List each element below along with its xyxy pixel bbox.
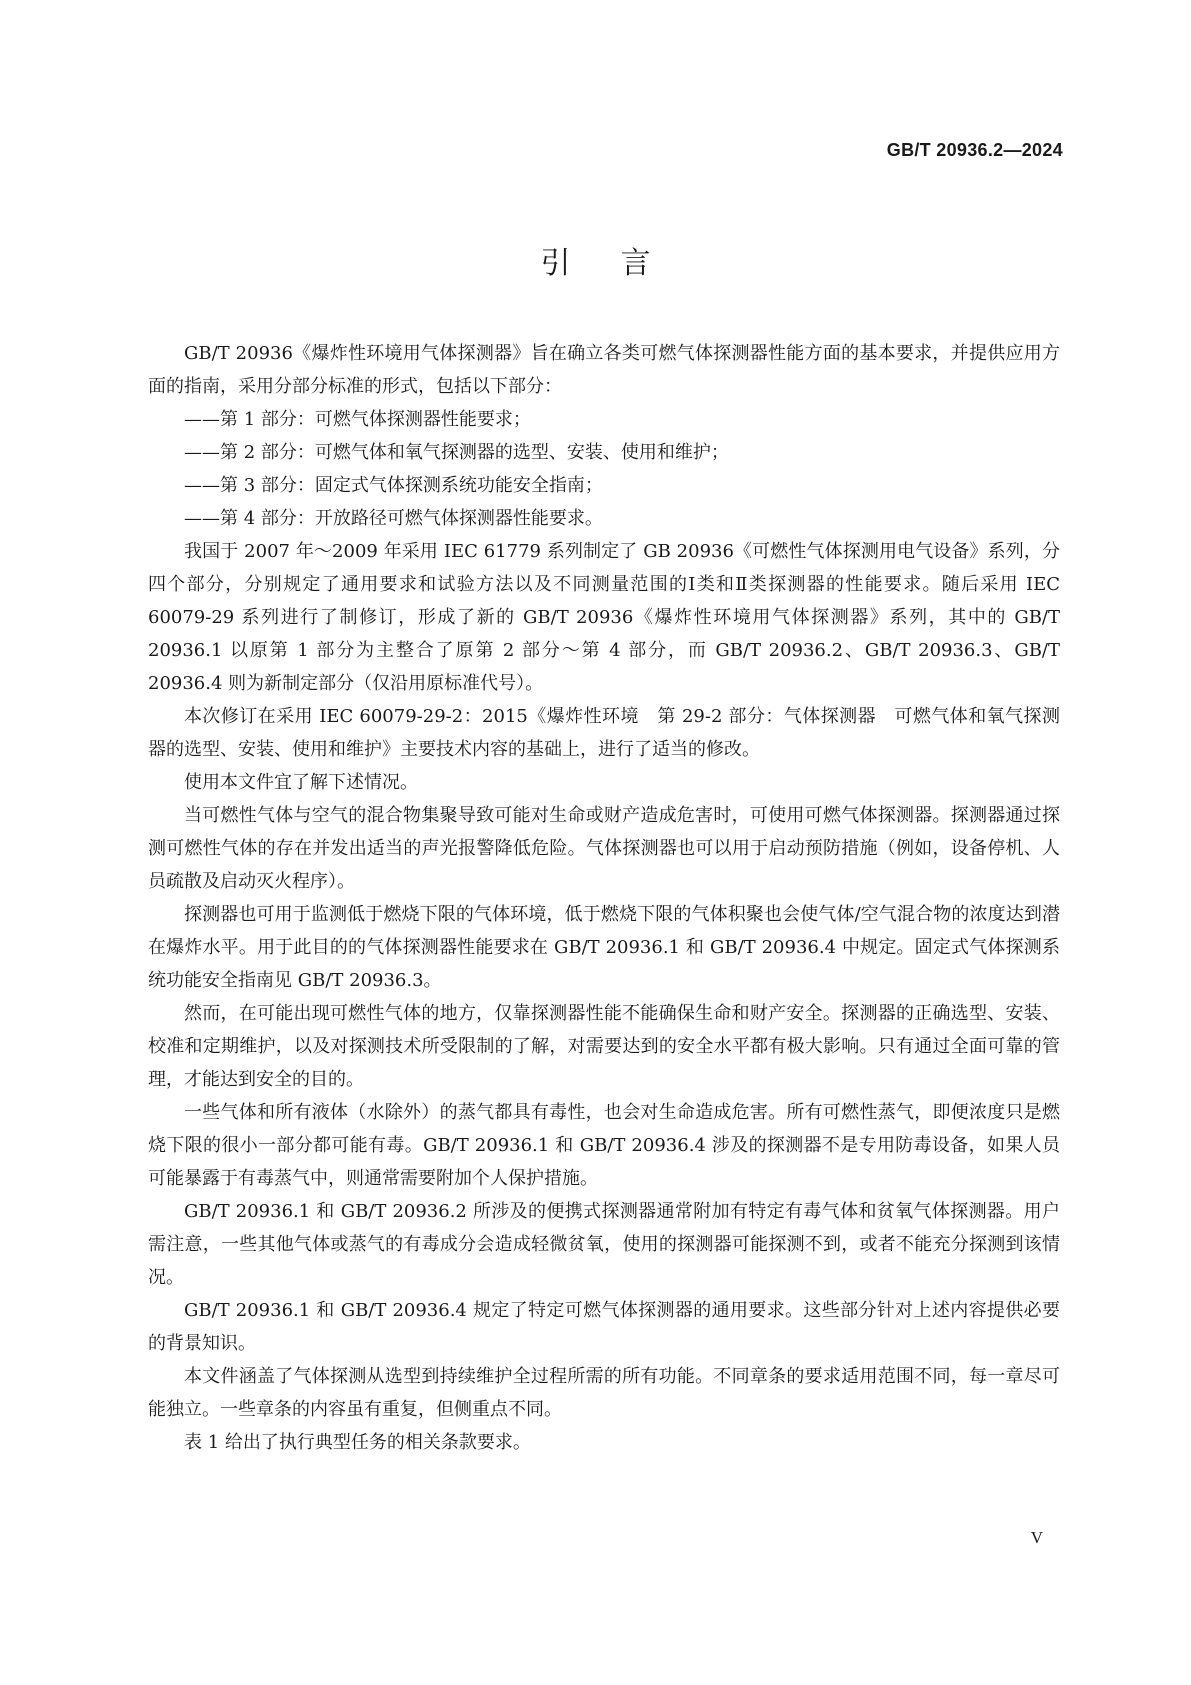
- body-text: [148, 337, 1060, 1459]
- list-item-part-1: ——第 1 部分：可燃气体探测器性能要求；: [184, 409, 531, 430]
- paragraph-history: 我国于 2007 年～2009 年采用 IEC 61779 系列制定了 GB 20936《可燃性气体探测用电气设备》系列，分四个部分，分别规定了通用要求和试验方法以及不同测量范围的Ⅰ类和Ⅱ类探测器的性能要求。随后采用 IEC 60079-29 系列进行了制修订，形成了新的 GB/T 20936《爆炸性环境用气体探测器》系列，其中的 GB/T 20936.1 以原第 1 部分为主整合了原第 2 部分～第 4 部分，而 GB/T 20936.2、GB/T 20936.3、GB/T 20936.4 则为新制定部分（仅沿用原标准代号）。: [148, 541, 1060, 694]
- paragraph-hazard: 当可燃性气体与空气的混合物集聚导致可能对生命或财产造成危害时，可使用可燃气体探测器。探测器通过探测可燃性气体的存在并发出适当的声光报警降低危险。气体探测器也可以用于启动预防措施（例如，设备停机、人员疏散及启动灭火程序）。: [148, 805, 1060, 892]
- list-item-part-2: ——第 2 部分：可燃气体和氧气探测器的选型、安装、使用和维护；: [184, 442, 729, 463]
- paragraph-toxicity: 一些气体和所有液体（水除外）的蒸气都具有毒性，也会对生命造成危害。所有可燃性蒸气，即便浓度只是燃烧下限的很小一部分都可能有毒。GB/T 20936.1 和 GB/T 20936.4 涉及的探测器不是专用防毒设备，如果人员可能暴露于有毒蒸气中，则通常需要附加个人保护措施。: [148, 1102, 1060, 1189]
- page-number: V: [1030, 1528, 1043, 1547]
- paragraph-table-ref: 表 1 给出了执行典型任务的相关条款要求。: [184, 1432, 531, 1453]
- paragraph-scope: 本文件涵盖了气体探测从选型到持续维护全过程所需的所有功能。不同章条的要求适用范围不同，每一章尽可能独立。一些章条的内容虽有重复，但侧重点不同。: [148, 1366, 1060, 1420]
- paragraph-revision: 本次修订在采用 IEC 60079-29-2：2015《爆炸性环境 第 29-2 部分：气体探测器 可燃气体和氧气探测器的选型、安装、使用和维护》主要技术内容的基础上，进行了适当的修改。: [148, 706, 1060, 760]
- paragraph-usage-note: 使用本文件宜了解下述情况。: [184, 772, 418, 793]
- paragraph-safety: 然而，在可能出现可燃性气体的地方，仅靠探测器性能不能确保生命和财产安全。探测器的正确选型、安装、校准和定期维护，以及对探测技术所受限制的了解，对需要达到的安全水平都有极大影响。只有通过全面可靠的管理，才能达到安全的目的。: [148, 1003, 1060, 1090]
- paragraph-portable: GB/T 20936.1 和 GB/T 20936.2 所涉及的便携式探测器通常附加有特定有毒气体和贫氧气体探测器。用户需注意，一些其他气体或蒸气的有毒成分会造成轻微贫氧，使用的探测器可能探测不到，或者不能充分探测到该情况。: [148, 1201, 1060, 1288]
- list-item-part-3: ——第 3 部分：固定式气体探测系统功能安全指南；: [184, 475, 603, 496]
- paragraph-monitoring: 探测器也可用于监测低于燃烧下限的气体环境，低于燃烧下限的气体积聚也会使气体/空气混合物的浓度达到潜在爆炸水平。用于此目的的气体探测器性能要求在 GB/T 20936.1 和 GB/T 20936.4 中规定。固定式气体探测系统功能安全指南见 GB/T 20936.3。: [148, 904, 1060, 991]
- paragraph-general-requirements: GB/T 20936.1 和 GB/T 20936.4 规定了特定可燃气体探测器的通用要求。这些部分针对上述内容提供必要的背景知识。: [148, 1300, 1060, 1354]
- document-code: GB/T 20936.2—2024: [886, 140, 1063, 160]
- section-title: 引言: [540, 246, 701, 281]
- list-item-part-4: ——第 4 部分：开放路径可燃气体探测器性能要求。: [184, 508, 603, 529]
- paragraph-intro: GB/T 20936《爆炸性环境用气体探测器》旨在确立各类可燃气体探测器性能方面的基本要求，并提供应用方面的指南，采用分部分标准的形式，包括以下部分：: [148, 343, 1060, 397]
